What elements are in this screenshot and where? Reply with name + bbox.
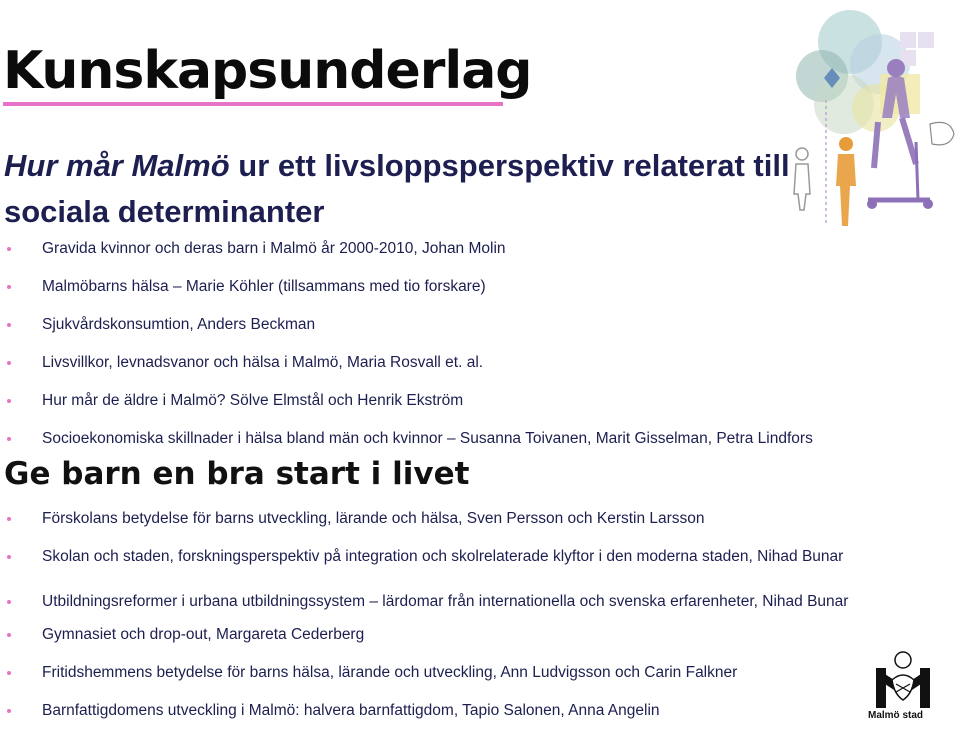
title-underline <box>3 102 503 106</box>
bullet-icon <box>7 555 11 559</box>
subtitle-rest: ur ett livsloppsperspektiv relaterat till sociala determinanter <box>4 148 790 229</box>
page-title: Kunskapsunderlag <box>3 41 532 101</box>
list-item: Förskolans betydelse för barns utveckling, lärande och hälsa, Sven Persson och Kerstin Larsson <box>0 509 880 529</box>
bullet-icon <box>7 285 11 289</box>
knowledge-list <box>0 239 850 467</box>
bullet-icon <box>7 361 11 365</box>
bullet-icon <box>7 633 11 637</box>
bullet-icon <box>7 709 11 713</box>
list-item: Malmöbarns hälsa – Marie Köhler (tillsammans med tio forskare) <box>0 277 850 297</box>
list-item: Skolan och staden, forskningsperspektiv på integration och skolrelaterade klyftor i den moderna staden, Nihad Bunar <box>0 547 880 567</box>
logo-text: Malmö stad <box>868 710 924 721</box>
list-item: Gymnasiet och drop-out, Margareta Cederberg <box>0 625 880 645</box>
children-illustration <box>780 4 958 236</box>
list-item: Sjukvårdskonsumtion, Anders Beckman <box>0 315 850 335</box>
bullet-icon <box>7 247 11 251</box>
bullet-icon <box>7 600 11 604</box>
bullet-icon <box>7 517 11 521</box>
list-item: Hur mår de äldre i Malmö? Sölve Elmstål och Henrik Ekström <box>0 391 850 411</box>
list-item: Fritidshemmens betydelse för barns hälsa, lärande och utveckling, Ann Ludvigsson och Carin Falkner <box>0 663 880 683</box>
bullet-icon <box>7 437 11 441</box>
list-item: Utbildningsreformer i urbana utbildningssystem – lärdomar från internationella och svenska erfarenheter, Nihad Bunar <box>0 585 880 619</box>
subtitle-italic: Hur mår Malmö <box>4 148 230 183</box>
list-item: Livsvillkor, levnadsvanor och hälsa i Malmö, Maria Rosvall et. al. <box>0 353 850 373</box>
list-item: Socioekonomiska skillnader i hälsa bland män och kvinnor – Susanna Toivanen, Marit Gisselman, Petra Lindfors <box>0 429 850 449</box>
start-list <box>0 509 880 739</box>
bullet-icon <box>7 671 11 675</box>
list-item: Gravida kvinnor och deras barn i Malmö år 2000-2010, Johan Molin <box>0 239 850 259</box>
subtitle <box>4 143 794 235</box>
bullet-icon <box>7 323 11 327</box>
bullet-icon <box>7 399 11 403</box>
section-heading: Ge barn en bra start i livet <box>4 456 470 492</box>
list-item: Barnfattigdomens utveckling i Malmö: halvera barnfattigdom, Tapio Salonen, Anna Angelin <box>0 701 880 721</box>
